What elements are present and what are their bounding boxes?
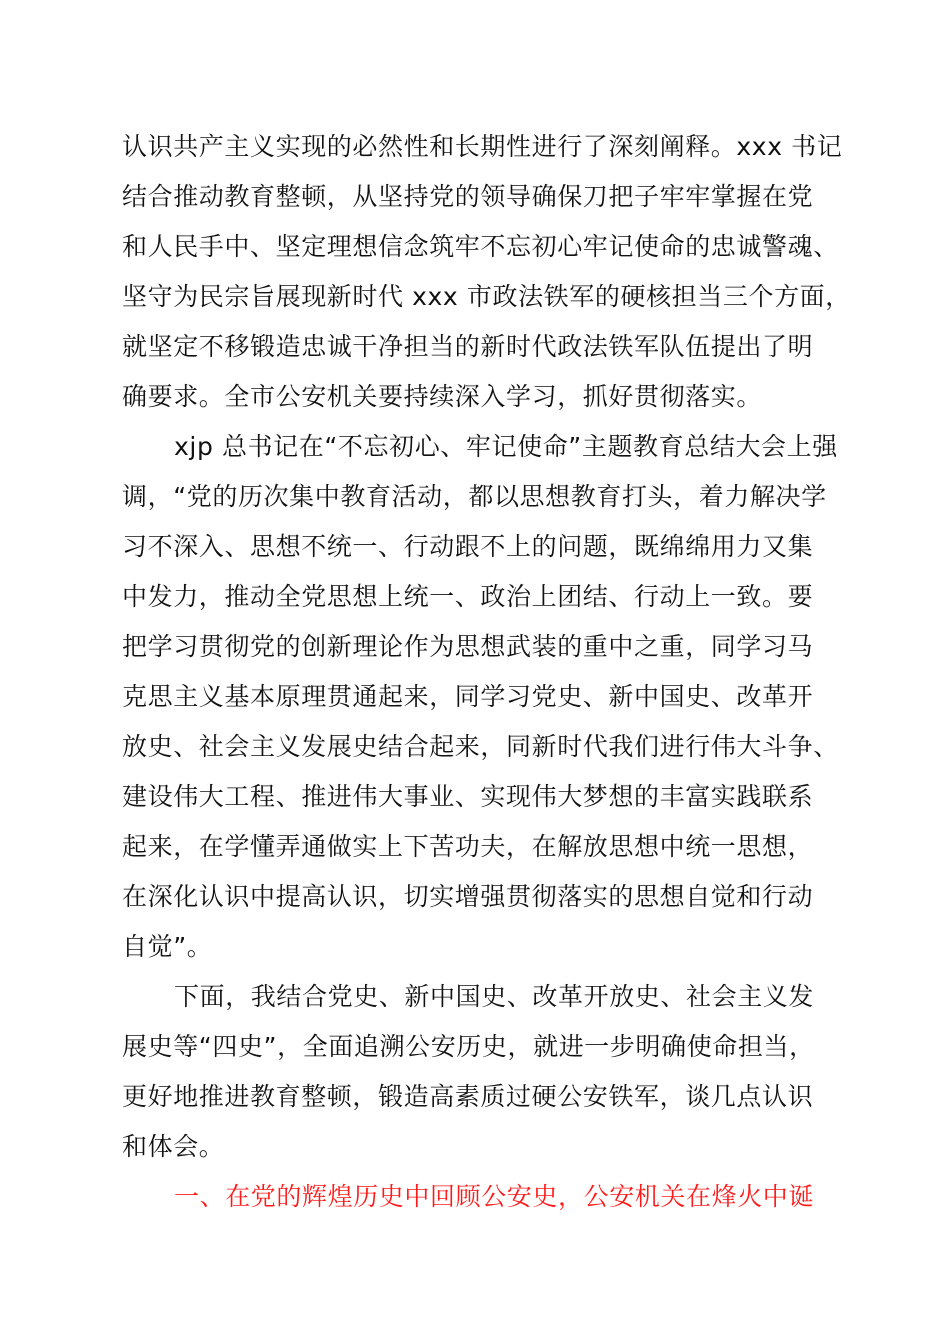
text-line: 结合推动教育整顿，从坚持党的领导确保刀把子牢牢掌握在党 <box>122 182 814 211</box>
text-line: 展史等“四史”，全面追溯公安历史，就进一步明确使命担当， <box>122 1032 815 1061</box>
text-line: 自觉”。 <box>122 932 213 961</box>
text-line: 起来，在学懂弄通做实上下苦功夫，在解放思想中统一思想， <box>122 832 814 861</box>
paragraph-1 <box>122 122 851 422</box>
text-line: 确要求。全市公安机关要持续深入学习，抓好贯彻落实。 <box>122 382 763 411</box>
text-line: 就坚定不移锻造忠诚干净担当的新时代政法铁军队伍提出了明 <box>122 332 814 361</box>
text-line: 更好地推进教育整顿，锻造高素质过硬公安铁军，谈几点认识 <box>122 1082 814 1111</box>
paragraph-2 <box>122 422 838 972</box>
text-line: 把学习贯彻党的创新理论作为思想武装的重中之重，同学习马 <box>122 632 814 661</box>
section-heading <box>122 1172 838 1222</box>
text-line: 坚守为民宗旨展现新时代 xxx 市政法铁军的硬核担当三个方面， <box>122 282 851 311</box>
text-line: 认识共产主义实现的必然性和长期性进行了深刻阐释。xxx 书记 <box>122 132 843 161</box>
text-line: 放史、社会主义发展史结合起来，同新时代我们进行伟大斗争、 <box>122 732 839 761</box>
text-line: 中发力，推动全党思想上统一、政治上团结、行动上一致。要 <box>122 582 814 611</box>
text-line: 克思主义基本原理贯通起来，同学习党史、新中国史、改革开 <box>122 682 814 711</box>
text-line: xjp 总书记在“不忘初心、牢记使命”主题教育总结大会上强 <box>174 432 838 461</box>
text-line: 调，“党的历次集中教育活动，都以思想教育打头，着力解决学 <box>122 482 827 511</box>
paragraph-3 <box>122 972 838 1172</box>
document-body <box>122 122 851 1222</box>
text-line: 下面，我结合党史、新中国史、改革开放史、社会主义发 <box>174 982 815 1011</box>
text-line: 和人民手中、坚定理想信念筑牢不忘初心牢记使命的忠诚警魂、 <box>122 232 839 261</box>
text-line: 在深化认识中提高认识，切实增强贯彻落实的思想自觉和行动 <box>122 882 814 911</box>
text-line: 和体会。 <box>122 1132 225 1161</box>
text-line: 建设伟大工程、推进伟大事业、实现伟大梦想的丰富实践联系 <box>122 782 814 811</box>
section-heading-text: 一、在党的辉煌历史中回顾公安史，公安机关在烽火中诞 <box>174 1182 815 1211</box>
text-line: 习不深入、思想不统一、行动跟不上的问题，既绵绵用力又集 <box>122 532 814 561</box>
